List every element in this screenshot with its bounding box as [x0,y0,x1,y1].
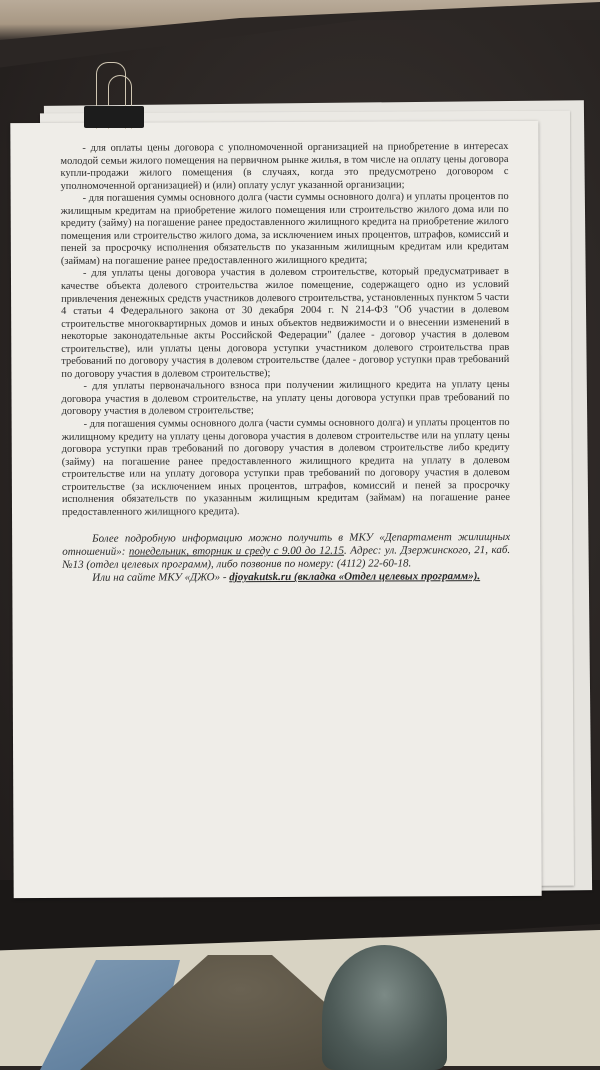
paragraph-shared-construction: - для уплаты цены договора участия в долевом строительстве, который предусматривает в качестве объекта долевого строительства жилое помещение, содержащего одно из условий привлечения денежных средств участников долевого строительства, установленных пунктом 5 части 4 статьи 4 Федерального закона от 30 декабря 2004 г. N 214-ФЗ "Об участии в долевом строительстве многоквартирных домов и иных объектов недвижимости и о внесении изменений в некоторые законодательные акты Российской Федерации" (далее - договор участия в долевом строительстве), или уплаты цены договора уступки участником долевого строительства прав требований по договору участия в долевом строительстве (далее - договор уступки прав требований по договору участия в долевом строительстве); [61,266,510,380]
paragraph-shared-loan-repayment: - для погашения суммы основного долга (части суммы основного долга) и уплаты процентов по жилищному кредиту на уплату цены договора участия в долевом строительстве или на уплату цены договора уступки прав требований по договору участия в долевом строительстве либо кредиту (займу) на погашение ранее предоставленного жилищного кредита на уплату в долевом строительстве или на уплату договора уступки прав требований по договору участия в долевом строительстве (за исключением иных процентов, штрафов, комиссий и пеней за просрочку исполнения обязательств по указанным жилищным кредитам (займам) на погашение ранее предоставленного жилищного кредита). [61,417,510,518]
office-hours: понедельник, вторник и среду с 9.00 до 12.15 [128,545,345,559]
website-prefix: Или на сайте МКУ «ДЖО» - [92,571,230,585]
paragraph-mortgage-repayment: - для погашения суммы основного долга (части суммы основного долга) и уплаты процентов по жилищным кредитам на приобретение жилого помещения или строительство жилого дома или по кредиту (займу) на погашение ранее предоставленного жилищного кредита на приобретение жилого помещения или строительство жилого дома, за исключением иных процентов, штрафов, комиссий и пеней за просрочку исполнения обязательств по указанным жилищным кредитам или кредитам (займам) на погашение ранее предоставленного жилищного кредита; [60,191,509,267]
office-address: . Адрес: ул. Дзержинского, 21, каб. №13 (отдел целевых программ), либо позвонив по номеру: (4112) 22-60-18. [62,544,511,572]
website-link[interactable]: djoyakutsk.ru (вкладка «Отдел целевых программ»). [229,570,481,584]
paragraph-uninhabited-purchase: - для оплаты цены договора с уполномоченной организацией на приобретение в интересах молодой семьи жилого помещения на первичном рынке жилья, в том числе на оплату цены договора купли-продажи жилого помещения (в случаях, когда это предусмотрено договором с уполномоченной организацией) и (или) оплату услуг указанной организации; [60,140,509,192]
binder-clip [84,106,144,128]
contact-paragraph [62,531,510,572]
website-paragraph [62,570,510,585]
contact-info [62,531,510,585]
paragraph-down-payment: - для уплаты первоначального взноса при получении жилищного кредита на уплату цены договора участия в долевом строительстве, на уплату цены договора уступки прав требований по договору участия в долевом строительстве; [61,379,510,418]
contact-intro: Более подробную информацию можно получить в МКУ «Департамент жилищных отношений»: [62,531,511,559]
document-body [60,141,510,585]
document-page [10,121,541,898]
